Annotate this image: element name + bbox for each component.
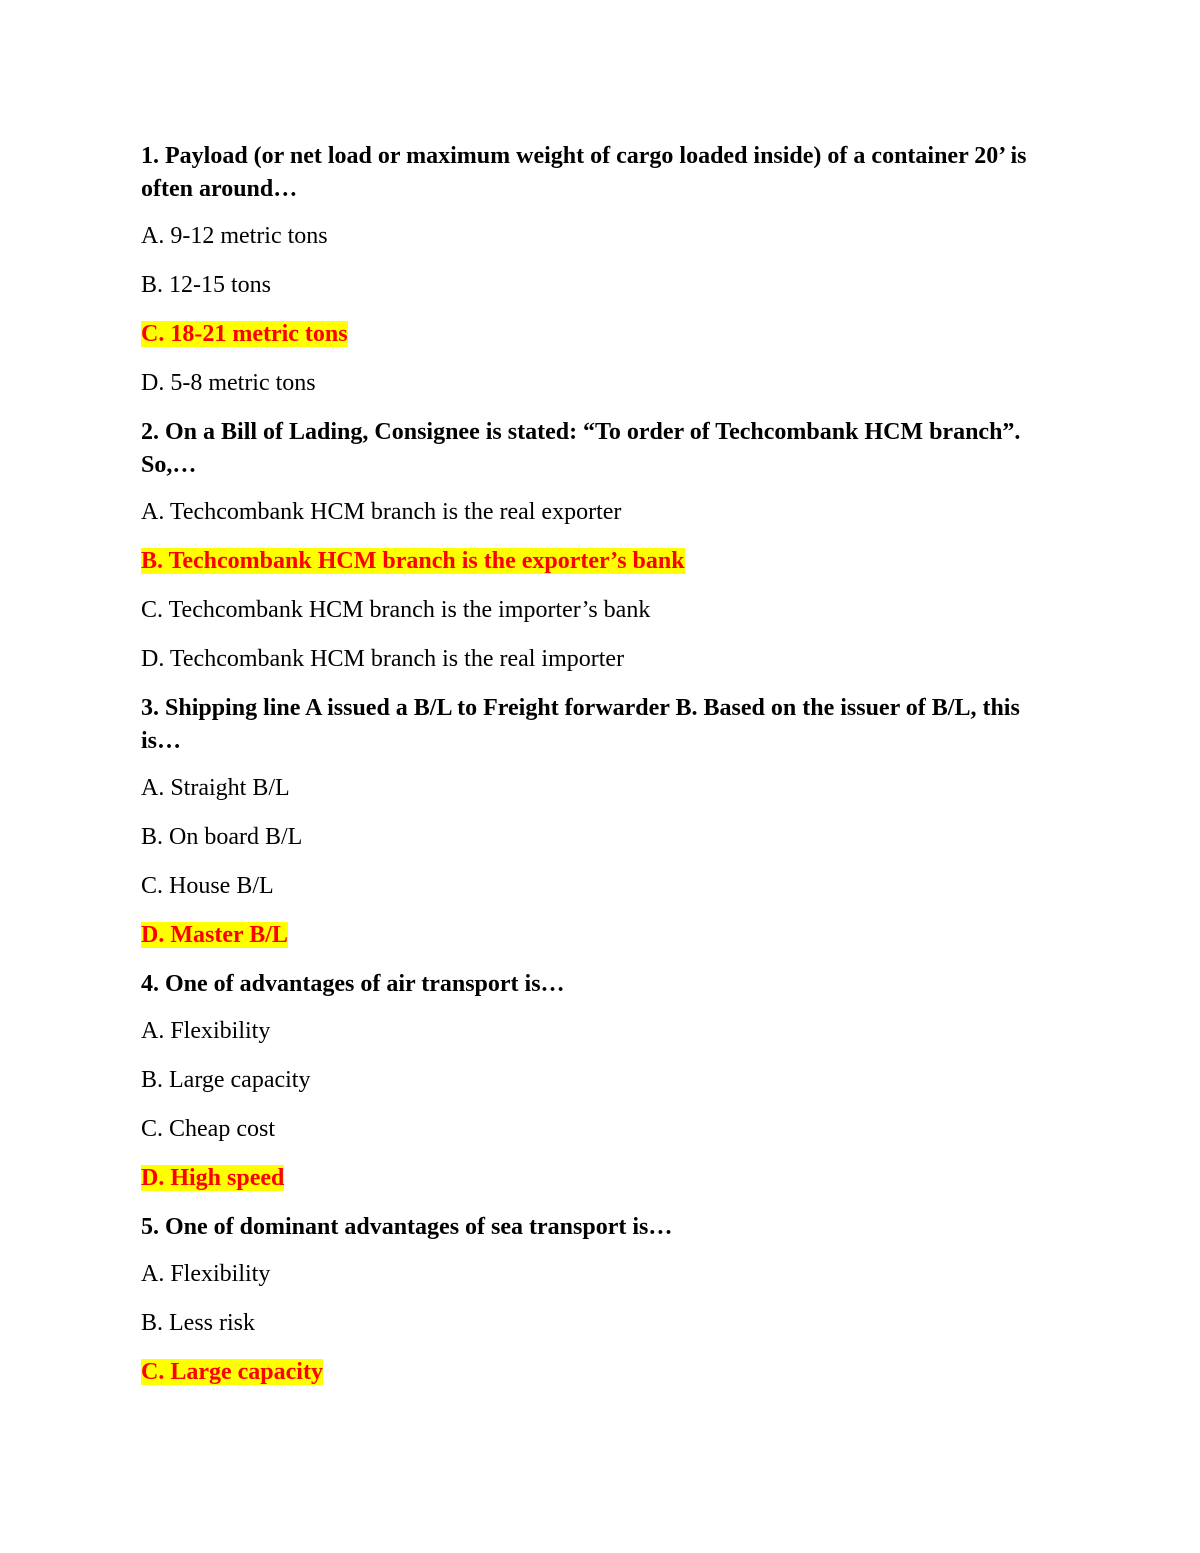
question-block-5 <box>141 1211 1061 1389</box>
question-text: 3. Shipping line A issued a B/L to Freight forwarder B. Based on the issuer of B/L, this is… <box>141 695 1020 754</box>
option-c-correct-answer: C. Large capacity <box>141 1359 323 1385</box>
option-c: C. Cheap cost <box>141 1116 275 1142</box>
option-d: D. Techcombank HCM branch is the real importer <box>141 646 625 672</box>
option-b: B. On board B/L <box>141 824 303 850</box>
option-a: A. 9-12 metric tons <box>141 223 328 249</box>
option-b: B. 12-15 tons <box>141 272 272 298</box>
question-block-1 <box>141 140 1061 400</box>
option-a: A. Flexibility <box>141 1261 271 1287</box>
option-b: B. Large capacity <box>141 1067 311 1093</box>
option-d-correct-answer: D. High speed <box>141 1165 285 1191</box>
option-a: A. Straight B/L <box>141 775 290 801</box>
question-text: 5. One of dominant advantages of sea transport is… <box>141 1214 673 1240</box>
document-page <box>141 140 1061 1405</box>
question-block-2 <box>141 416 1061 676</box>
option-c: C. House B/L <box>141 873 274 899</box>
question-text: 1. Payload (or net load or maximum weight of cargo loaded inside) of a container 20’ is often around… <box>141 143 1027 202</box>
option-a: A. Techcombank HCM branch is the real exporter <box>141 499 622 525</box>
option-d: D. 5-8 metric tons <box>141 370 316 396</box>
option-c: C. Techcombank HCM branch is the importer’s bank <box>141 597 651 623</box>
option-b-correct-answer: B. Techcombank HCM branch is the exporter’s bank <box>141 548 685 574</box>
option-d-correct-answer: D. Master B/L <box>141 922 288 948</box>
option-c-correct-answer: C. 18-21 metric tons <box>141 321 348 347</box>
option-a: A. Flexibility <box>141 1018 271 1044</box>
question-block-3 <box>141 692 1061 952</box>
question-block-4 <box>141 968 1061 1195</box>
question-text: 4. One of advantages of air transport is… <box>141 971 565 997</box>
question-text: 2. On a Bill of Lading, Consignee is stated: “To order of Techcombank HCM branch”. So,… <box>141 419 1021 478</box>
option-b: B. Less risk <box>141 1310 255 1336</box>
